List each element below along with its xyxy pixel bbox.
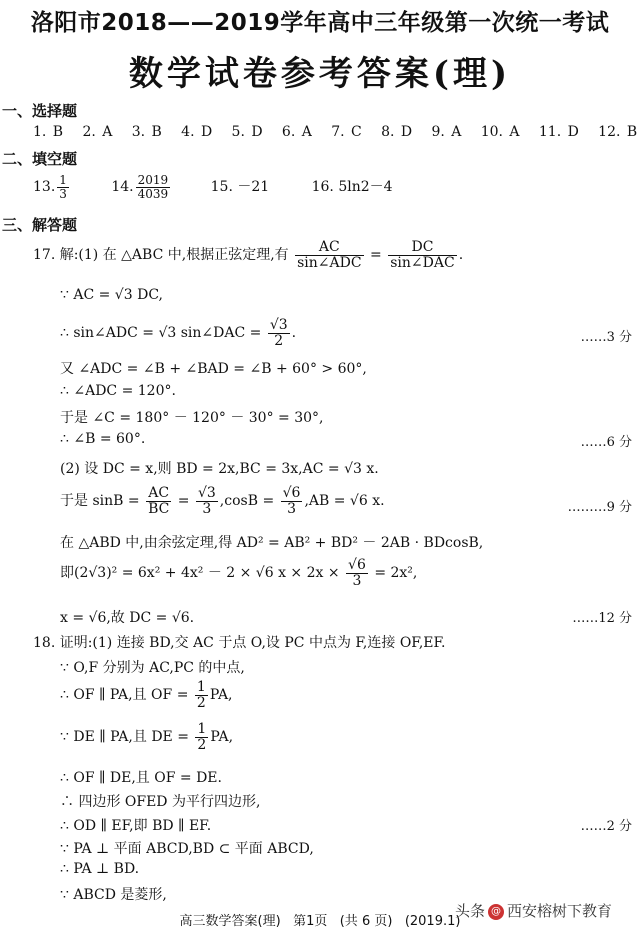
watermark-name: 西安榕树下教育 — [507, 902, 613, 920]
q14-fraction: $\frac{2019}{4039}$ — [137, 173, 169, 201]
q17-line-5: ∴ ∠ADC = 120°. — [60, 383, 176, 399]
q17-line-12: x = √6,故 DC = √6. — [60, 610, 195, 626]
q17-line-3: ∴ sin∠ADC = √3 sin∠DAC = $\frac{√3}{2}$ . — [60, 317, 297, 349]
q16-answer: 16. 5ln2－4 — [311, 179, 393, 196]
score-9: ………9 分 — [567, 500, 632, 515]
q14-label: 14. — [111, 179, 134, 196]
q18-line-8: ∵ PA ⊥ 平面 ABCD,BD ⊂ 平面 ABCD, — [60, 841, 314, 857]
q17-fraction-sqrt6-3: $\frac{√6}{3}$ — [282, 485, 301, 517]
q18-line-7: ∴ OD ∥ EF,即 BD ∥ EF. — [60, 818, 212, 834]
q18-line-6: ∴ 四边形 OFED 为平行四边形, — [60, 794, 261, 810]
q17-fraction-sqrt3-3: $\frac{√3}{3}$ — [197, 485, 216, 517]
q13-fraction: $\frac{1}{3}$ — [59, 173, 67, 201]
q18-fraction-half-b: $\frac{1}{2}$ — [197, 721, 207, 753]
q18-line-10: ∵ ABCD 是菱形, — [60, 887, 167, 903]
q17-line-9: 于是 sinB = $\frac{AC}{BC}$ = $\frac{√3}{3}$ ,cosB = $\frac{√6}{3}$ ,AB = √6 x. — [60, 485, 385, 517]
q17-line-1: 17. 解:(1) 在 △ABC 中,根据正弦定理,有 $\frac{AC}{\text{sin∠ADC}}$ = $\frac{DC}{\text{sin∠DAC}}$ . — [33, 239, 464, 271]
q13-label: 13. — [33, 179, 56, 196]
q18-line-3: ∴ OF ∥ PA,且 OF = $\frac{1}{2}$ PA, — [60, 679, 233, 711]
fill-answers — [33, 174, 393, 200]
page-subtitle: 数学试卷参考答案(理) — [128, 54, 512, 94]
score-12: ……12 分 — [572, 611, 632, 626]
q18-line-9: ∴ PA ⊥ BD. — [60, 861, 140, 877]
q17-line-2: ∵ AC = √3 DC, — [60, 287, 163, 303]
q17-line-10: 在 △ABD 中,由余弦定理,得 AD² = AB² + BD² － 2AB · BDcosB, — [60, 535, 484, 551]
q18-line-2: ∵ O,F 分别为 AC,PC 的中点, — [60, 660, 245, 676]
page-title: 洛阳市2018——2019学年高中三年级第一次统一考试 — [30, 10, 610, 36]
score-3: ……3 分 — [580, 330, 632, 345]
page-footer: 高三数学答案(理) 第1页 (共 6 页) (2019.1) — [179, 914, 461, 929]
q18-line-4: ∵ DE ∥ PA,且 DE = $\frac{1}{2}$ PA, — [60, 721, 234, 753]
q17-line-6: 于是 ∠C = 180° － 120° － 30° = 30°, — [60, 410, 324, 426]
q17-line-8: (2) 设 DC = x,则 BD = 2x,BC = 3x,AC = √3 x. — [60, 461, 379, 477]
choice-answers: 1. B 2. A 3. B 4. D 5. D 6. A 7. C 8. D 9. A 10. A 11. D 12. B — [33, 124, 638, 140]
q17-line-4: 又 ∠ADC = ∠B + ∠BAD = ∠B + 60° > 60°, — [60, 361, 367, 377]
watermark-logo-icon: @ — [488, 904, 504, 920]
q17-fraction-ac-bc: $\frac{AC}{BC}$ — [148, 485, 170, 517]
q18-fraction-half-a: $\frac{1}{2}$ — [196, 679, 206, 711]
q15-answer: 15. －21 — [210, 179, 270, 196]
section-solve-heading: 三、解答题 — [2, 216, 78, 234]
q18-line-1: 18. 证明:(1) 连接 BD,交 AC 于点 O,设 PC 中点为 F,连接 OF,EF. — [33, 635, 446, 651]
section-choice-heading: 一、选择题 — [2, 102, 78, 120]
q17-line-7: ∴ ∠B = 60°. — [60, 431, 146, 447]
q17-fraction-dc-sin: $\frac{DC}{\text{sin∠DAC}}$ — [390, 239, 455, 271]
section-fill-heading: 二、填空题 — [2, 150, 78, 168]
q18-line-5: ∴ OF ∥ DE,且 OF = DE. — [60, 770, 222, 786]
watermark — [455, 900, 612, 921]
q17-fraction-sqrt3-2: $\frac{√3}{2}$ — [269, 317, 288, 349]
q17-line-11: 即(2√3)² = 6x² + 4x² － 2 × √6 x × 2x × $\frac{√6}{3}$ = 2x², — [60, 557, 418, 589]
q17-fraction-ac-sin: $\frac{AC}{\text{sin∠ADC}}$ — [297, 239, 362, 271]
score-2: ……2 分 — [580, 819, 632, 834]
watermark-prefix: 头条 — [455, 902, 486, 920]
q17-fraction-sqrt6-3-b: $\frac{√6}{3}$ — [348, 557, 366, 589]
score-6: ……6 分 — [580, 435, 632, 450]
